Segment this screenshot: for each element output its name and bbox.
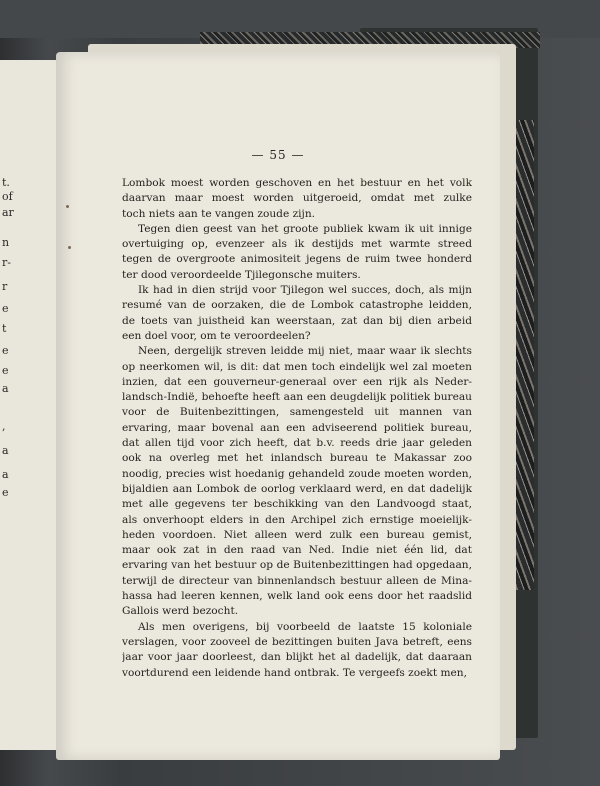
text-line: verslagen, voor zooveel de bezittingen buiten Java betreft, eens bbox=[122, 635, 472, 648]
text-line: hassa had leeren kennen, welk land ook eens door het raadslid bbox=[122, 590, 472, 603]
text-line: heden voordoen. Niet alleen werd zulk een bureau gemist, bbox=[122, 528, 472, 541]
text-line: op neerkomen wil, is dit: dat men toch eindelijk wel zal moeten bbox=[122, 360, 472, 373]
text-line: toch niets aan te vangen zoude zijn. bbox=[122, 207, 316, 220]
right-page bbox=[56, 52, 500, 760]
left-page-fragment: t. bbox=[2, 176, 10, 189]
margin-mark bbox=[66, 205, 69, 208]
text-line: resumé van de oorzaken, die de Lombok catastrophe leidden, bbox=[122, 299, 472, 312]
left-page-fragment: r- bbox=[2, 256, 11, 269]
left-page-fragment: a bbox=[2, 382, 9, 395]
text-line: ook na overleg met het inlandsch bureau te Makassar zoo bbox=[122, 452, 472, 465]
text-line: als onverhoopt elders in den Archipel zich ernstige moeielijk- bbox=[122, 513, 472, 526]
text-line: overtuiging op, evenzeer als ik destijds met warmte streed bbox=[122, 238, 472, 251]
body-text bbox=[122, 176, 472, 681]
text-line: voortdurend een leidende hand ontbrak. Te vergeefs zoekt men, bbox=[122, 666, 467, 679]
text-line: ter dood veroordeelde Tjilegonsche muiters. bbox=[122, 268, 361, 281]
text-line: noodig, precies wist hoedanig gehandeld zoude moeten worden, bbox=[122, 467, 472, 480]
text-line: landsch-Indië, behoefte heeft aan een deugdelijk politiek bureau bbox=[122, 391, 472, 404]
margin-mark bbox=[68, 246, 71, 249]
left-page-fragment: , bbox=[2, 420, 6, 433]
text-line: ervaring, maar bovenal aan een adviseerend politiek bureau, bbox=[122, 421, 472, 434]
left-page-fragment: t bbox=[2, 322, 7, 335]
left-page-fragment: e bbox=[2, 302, 9, 315]
text-line: tegen de overgroote animositeit jegens de ruim twee honderd bbox=[122, 253, 472, 266]
text-line: maar ook zat in den raad van Ned. Indie niet één lid, dat bbox=[122, 544, 472, 557]
text-line: Als men overigens, bij voorbeeld de laatste 15 koloniale bbox=[138, 620, 472, 633]
text-line: daarvan maar moest worden uitgeroeid, omdat met zulke bbox=[122, 192, 472, 205]
left-page-fragment: a bbox=[2, 468, 9, 481]
text-line: Gallois werd bezocht. bbox=[122, 605, 239, 618]
left-page-fragment: n bbox=[2, 236, 10, 249]
text-line: met alle gegevens ter beschikking van den Landvoogd staat, bbox=[122, 498, 472, 511]
left-page-fragment: e bbox=[2, 364, 9, 377]
text-line: inzien, dat een gouverneur-generaal over een rijk als Neder- bbox=[122, 375, 472, 388]
left-page-fragment: of bbox=[2, 190, 13, 203]
text-line: dat allen tijd voor zich heeft, dat b.v. reeds drie jaar geleden bbox=[122, 437, 472, 450]
text-line: Neen, dergelijk streven leidde mij niet, maar waar ik slechts bbox=[138, 345, 472, 358]
left-page-fragment: ar bbox=[2, 206, 14, 219]
left-page-fragment: r bbox=[2, 280, 8, 293]
left-page-fragment: e bbox=[2, 344, 9, 357]
text-line: Ik had in dien strijd voor Tjilegon wel succes, doch, als mijn bbox=[138, 284, 472, 297]
text-line: Tegen dien geest van het groote publiek kwam ik uit innige bbox=[138, 222, 472, 235]
text-line: Lombok moest worden geschoven en het bestuur en het volk bbox=[122, 177, 472, 189]
page-number: — 55 — bbox=[251, 148, 305, 162]
text-line: bijaldien aan Lombok de oorlog verklaard werd, en dat dadelijk bbox=[122, 482, 472, 495]
left-page-fragment: e bbox=[2, 486, 9, 499]
text-line: ervaring van het bestuur op de Buitenbezittingen had opgedaan, bbox=[122, 559, 472, 572]
text-line: een doel voor, om te veroordeelen? bbox=[122, 329, 311, 342]
left-page-fragment: a bbox=[2, 444, 9, 457]
text-line: de toets van juistheid kan weerstaan, zat dan bij dien arbeid bbox=[122, 314, 472, 327]
text-line: terwijl de directeur van binnenlandsch bestuur alleen de Mina- bbox=[122, 574, 472, 587]
text-line: voor de Buitenbezittingen, samengesteld uit mannen van bbox=[122, 406, 472, 419]
text-line: jaar voor jaar doorleest, dan blijkt het al dadelijk, dat daaraan bbox=[122, 651, 472, 664]
